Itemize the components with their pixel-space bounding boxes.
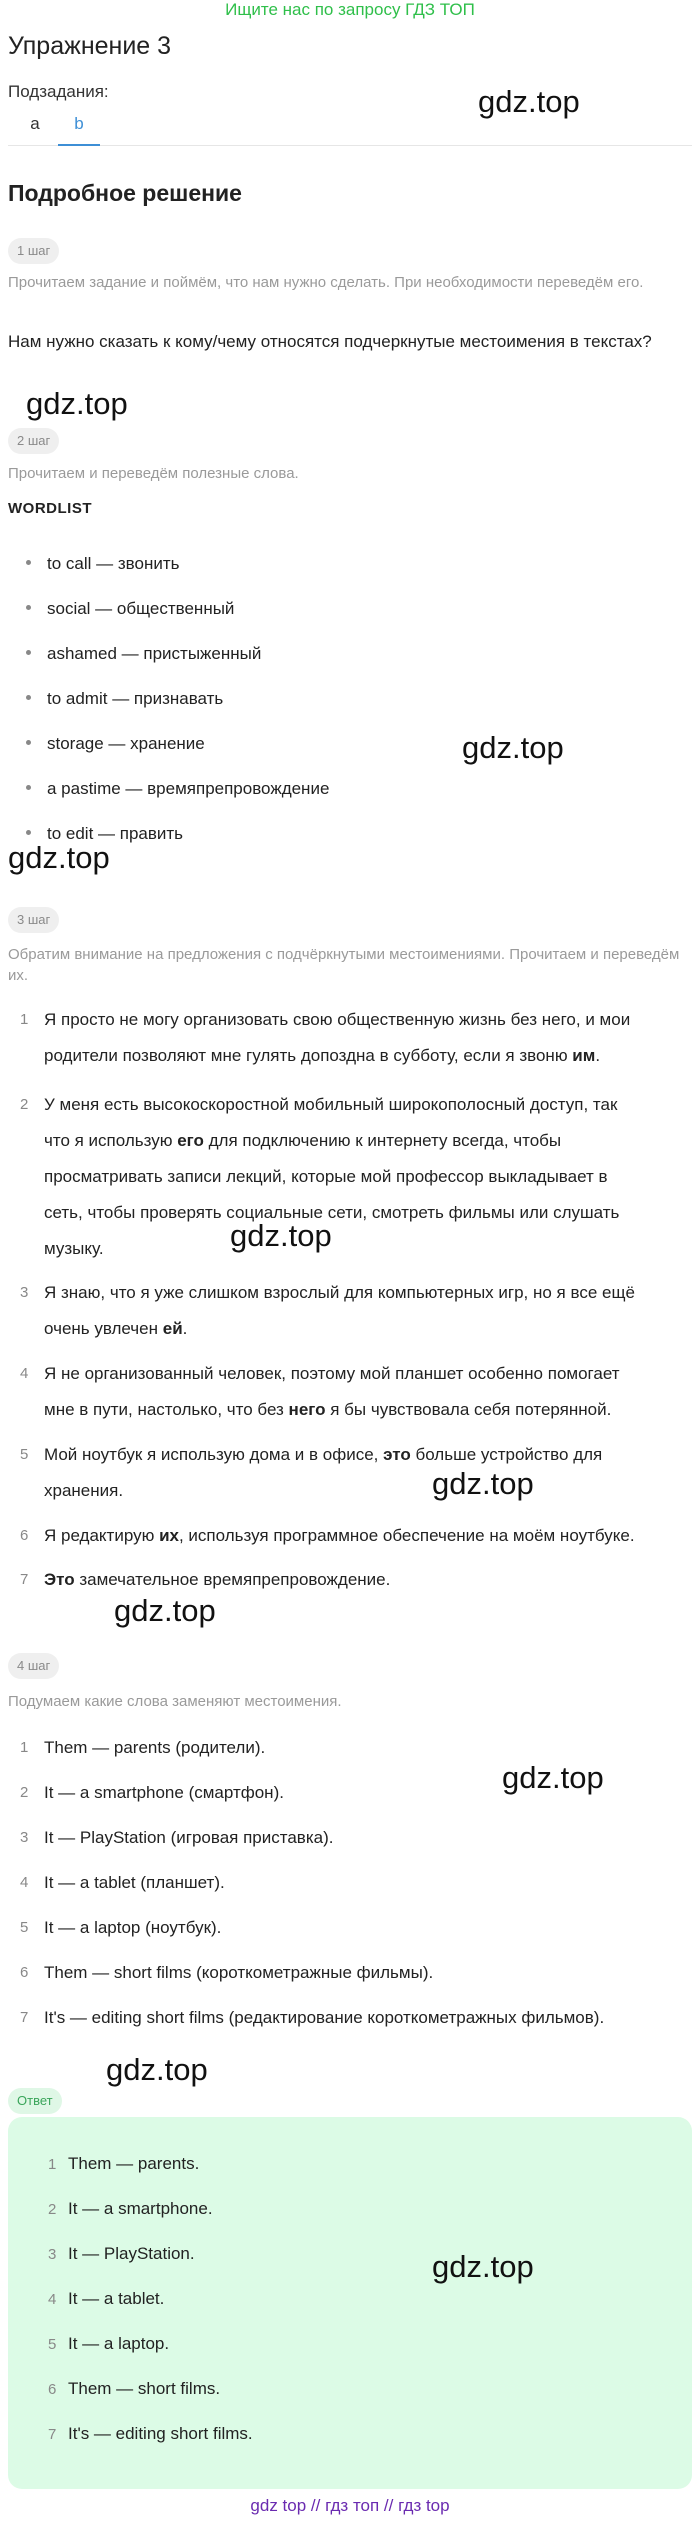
- list-item: 3 It — PlayStation.: [48, 2239, 195, 2270]
- item-number: 2: [48, 2201, 57, 2218]
- item-number: 1: [20, 1739, 29, 1756]
- item-number: 5: [48, 2336, 57, 2353]
- list-item: 4 It — a tablet.: [48, 2284, 164, 2315]
- list-item: 2 It — a smartphone.: [48, 2194, 213, 2225]
- highlighted-pronoun: него: [288, 1400, 326, 1419]
- list-item: to edit — править: [26, 822, 183, 846]
- subtasks-label: Подзадания:: [8, 82, 109, 101]
- list-item: ashamed — пристыженный: [26, 642, 261, 666]
- watermark: gdz.top: [502, 1760, 604, 1795]
- item-number: 6: [48, 2381, 57, 2398]
- item-number: 3: [48, 2246, 57, 2263]
- highlighted-pronoun: их: [159, 1526, 179, 1545]
- list-item: 4 Я не организованный человек, поэтому мой планшет особенно помогает мне в пути, настолько, что без него я бы чувствовала себя потерянной.: [8, 1356, 692, 1428]
- tab-b[interactable]: b: [58, 114, 100, 146]
- list-item: to call — звонить: [26, 552, 179, 576]
- page-title: Упражнение 3: [8, 32, 172, 60]
- step-text: Нам нужно сказать к кому/чему относятся подчеркнутые местоимения в текстах?: [8, 332, 652, 351]
- list-item: social — общественный: [26, 597, 234, 621]
- watermark: gdz.top: [478, 84, 580, 119]
- item-number: 6: [20, 1527, 29, 1544]
- watermark: gdz.top: [26, 386, 128, 421]
- bullet-icon: [26, 560, 31, 565]
- highlighted-pronoun: его: [177, 1131, 204, 1150]
- step-intro: Подумаем какие слова заменяют местоимения.: [8, 1693, 342, 1710]
- step-intro: Обратим внимание на предложения с подчёркнутыми местоимениями. Прочитаем и переведём их.: [8, 946, 680, 984]
- item-number: 6: [20, 1964, 29, 1981]
- item-number: 7: [20, 2009, 29, 2026]
- item-number: 5: [20, 1446, 29, 1463]
- list-item: 6 Я редактирую их, используя программное обеспечение на моём ноутбуке.: [8, 1518, 692, 1554]
- bullet-icon: [26, 695, 31, 700]
- subtask-tabs: [8, 110, 692, 146]
- item-number: 4: [48, 2291, 57, 2308]
- watermark: gdz.top: [432, 1466, 534, 1501]
- list-item: 5 It — a laptop.: [48, 2329, 169, 2360]
- list-item: 6 Them — short films (короткометражные фильмы).: [8, 1955, 692, 1991]
- step-badge: 3 шаг: [8, 907, 59, 933]
- list-item: 4 It — a tablet (планшет).: [8, 1865, 692, 1901]
- list-item: 7 It's — editing short films.: [48, 2419, 253, 2450]
- section-title: Подробное решение: [8, 180, 242, 206]
- bullet-icon: [26, 830, 31, 835]
- item-number: 4: [20, 1874, 29, 1891]
- list-item: 2 У меня есть высокоскоростной мобильный широкополосный доступ, так что я использую его для подключению к интернету всегда, чтобы просматривать записи лекций, которые мой профессор выкладывает в сеть, чтобы проверять социальные сети, смотреть фильмы или слушать музыку.: [8, 1087, 692, 1267]
- watermark: gdz.top: [114, 1593, 216, 1628]
- answer-box: [8, 2117, 692, 2489]
- highlighted-pronoun: это: [383, 1445, 411, 1464]
- wordlist-title: WORDLIST: [8, 500, 92, 517]
- item-number: 1: [48, 2156, 57, 2173]
- highlighted-pronoun: ей: [162, 1319, 183, 1338]
- tab-a[interactable]: a: [30, 114, 40, 133]
- bullet-icon: [26, 650, 31, 655]
- watermark: gdz.top: [432, 2249, 534, 2284]
- top-banner[interactable]: Ищите нас по запросу ГДЗ ТОП: [225, 0, 475, 19]
- list-item: 2 It — a smartphone (смартфон).: [8, 1775, 692, 1811]
- list-item: 1 Я просто не могу организовать свою общественную жизнь без него, и мои родители позволяют мне гулять допоздна в субботу, если я звоню им.: [8, 1002, 692, 1074]
- highlighted-pronoun: Это: [44, 1570, 75, 1589]
- item-number: 1: [20, 1011, 29, 1028]
- list-item: 3 It — PlayStation (игровая приставка).: [8, 1820, 692, 1856]
- step-badge: 4 шаг: [8, 1653, 59, 1679]
- list-item: to admit — признавать: [26, 687, 223, 711]
- watermark: gdz.top: [230, 1218, 332, 1253]
- list-item: 3 Я знаю, что я уже слишком взрослый для компьютерных игр, но я все ещё очень увлечен ей.: [8, 1275, 692, 1347]
- list-item: storage — хранение: [26, 732, 205, 756]
- bullet-icon: [26, 605, 31, 610]
- item-number: 5: [20, 1919, 29, 1936]
- watermark: gdz.top: [8, 840, 110, 875]
- highlighted-pronoun: им: [572, 1046, 596, 1065]
- item-number: 3: [20, 1829, 29, 1846]
- list-item: 6 Them — short films.: [48, 2374, 220, 2405]
- bullet-icon: [26, 785, 31, 790]
- item-number: 3: [20, 1284, 29, 1301]
- step-badge: 2 шаг: [8, 428, 59, 454]
- footer-links[interactable]: gdz top // гдз топ // гдз top: [250, 2496, 450, 2515]
- item-number: 7: [48, 2426, 57, 2443]
- bullet-icon: [26, 740, 31, 745]
- item-number: 4: [20, 1365, 29, 1382]
- answer-badge: Ответ: [8, 2088, 62, 2114]
- step-badge: 1 шаг: [8, 238, 59, 264]
- item-number: 2: [20, 1784, 29, 1801]
- list-item: 5 Мой ноутбук я использую дома и в офисе, это больше устройство для хранения.: [8, 1437, 692, 1509]
- watermark: gdz.top: [462, 730, 564, 765]
- list-item: a pastime — времяпрепровождение: [26, 777, 329, 801]
- list-item: 7 It's — editing short films (редактирование короткометражных фильмов).: [8, 2000, 692, 2036]
- list-item: 1 Them — parents.: [48, 2149, 199, 2180]
- watermark: gdz.top: [106, 2052, 208, 2087]
- item-number: 2: [20, 1096, 29, 1113]
- list-item: 1 Them — parents (родители).: [8, 1730, 692, 1766]
- item-number: 7: [20, 1571, 29, 1588]
- step-intro: Прочитаем задание и поймём, что нам нужно сделать. При необходимости переведём его.: [8, 274, 644, 291]
- step-intro: Прочитаем и переведём полезные слова.: [8, 465, 299, 482]
- list-item: 5 It — a laptop (ноутбук).: [8, 1910, 692, 1946]
- list-item: 7 Это замечательное времяпрепровождение.: [8, 1562, 692, 1598]
